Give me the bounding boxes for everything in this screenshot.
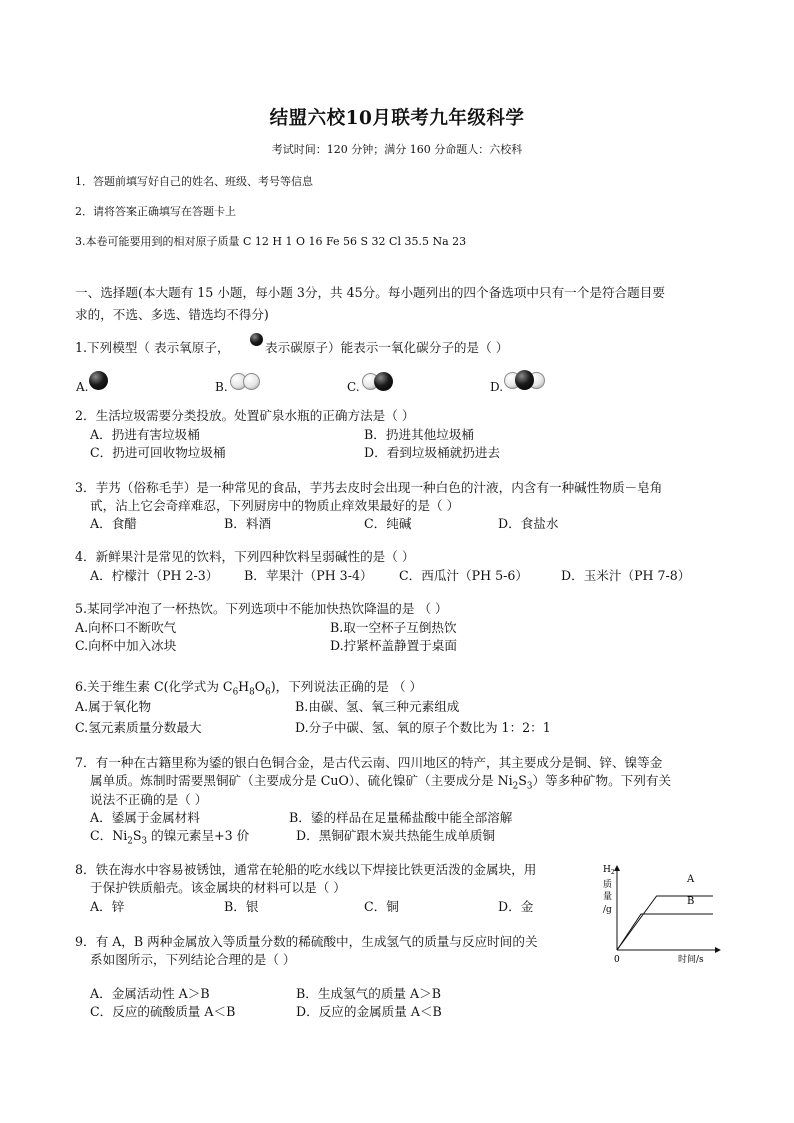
note-2: 2．请将答案正确填写在答题卡上 <box>75 205 236 218</box>
carbon-atom-legend-icon <box>250 333 263 346</box>
q7-option-d: D．黑铜矿跟木炭共热能生成单质铜 <box>296 828 496 843</box>
graph-ylabel-h: $H_2$ <box>603 865 615 876</box>
section-heading-line2: 求的，不选、多选、错选均不得分) <box>75 307 269 322</box>
graph-origin-label: 0 <box>614 955 620 965</box>
series-b-label: B <box>687 896 695 907</box>
q6-option-a: A.属于氧化物 <box>75 699 152 714</box>
q3-option-d: D．食盐水 <box>498 516 559 531</box>
h2-mass-time-graph <box>598 858 724 974</box>
q4-option-c: C．西瓜汁（PH 5-6） <box>399 568 528 583</box>
q1-stem-a: 1.下列模型（ 表示氧原子， <box>75 340 230 355</box>
q5-option-c: C.向杯中加入冰块 <box>75 638 177 653</box>
graph-ylabel-line2: 量 <box>603 892 613 902</box>
q3-option-a: A．食醋 <box>90 516 137 531</box>
q9-option-c: C．反应的硫酸质量 A＜B <box>90 1004 236 1019</box>
q8-line2: 于保护铁质船壳。该金属块的材料可以是（ ） <box>90 880 346 895</box>
q4-option-a: A．柠檬汁（PH 2-3） <box>90 568 219 583</box>
q5-option-a: A.向杯口不断吹气 <box>75 620 177 635</box>
q9-line1: 9．有 A，B 两种金属放入等质量分数的稀硫酸中，生成氢气的质量与反应时间的关 <box>75 934 538 949</box>
q8-line1: 8．铁在海水中容易被锈蚀，通常在轮船的吃水线以下焊接比铁更活泼的金属块，用 <box>75 862 537 877</box>
q5-option-b: B.取一空杯子互倒热饮 <box>330 620 457 635</box>
series-b-line <box>617 914 713 950</box>
q5-option-d: D.拧紧杯盖静置于桌面 <box>330 638 457 653</box>
q2-option-b: B．扔进其他垃圾桶 <box>364 427 475 442</box>
graph-xlabel: 时间/s <box>678 955 704 965</box>
q7-option-c: C．$Ni_2S_3$ 的镍元素呈+3 价 <box>90 828 250 847</box>
q6-stem: 6.关于维生素 C(化学式为 $C_6H_8O_6$)，下列说法正确的是 （ ） <box>75 679 423 698</box>
graph-ylabel-line1: 质 <box>603 880 613 890</box>
q3-line2: 甙，沾上它会奇痒难忍，下列厨房中的物质止痒效果最好的是（ ） <box>90 498 460 513</box>
q9-option-a: A．金属活动性 A＞B <box>90 986 210 1001</box>
q7-line2: 属单质。炼制时需要黑铜矿（主要成分是 CuO）、硫化镍矿（主要成分是 $Ni_2S_3$）等多种矿物。下列有关 <box>90 773 672 792</box>
q3-option-c: C．纯碱 <box>364 516 412 531</box>
q1-option-c-label: C. <box>347 380 360 394</box>
series-a-line <box>617 896 713 950</box>
q9-option-b: B．生成氢气的质量 A＞B <box>296 986 441 1001</box>
q7-option-a: A．鋈属于金属材料 <box>90 810 200 825</box>
note-1: 1．答题前填写好自己的姓名、班级、考号等信息 <box>75 175 313 188</box>
q1-option-d-label: D. <box>490 380 504 394</box>
q8-option-a: A．锌 <box>90 899 125 914</box>
q2-option-d: D．看到垃圾桶就扔进去 <box>364 445 501 460</box>
model-b-oxygen-atom-2-icon <box>243 373 260 390</box>
q4-stem: 4．新鲜果汁是常见的饮料，下列四种饮料呈弱碱性的是（ ） <box>75 549 415 564</box>
q6-option-b: B.由碳、氢、氧三种元素组成 <box>295 699 460 714</box>
q6-option-d: D.分子中碳、氢、氧的原子个数比为 1：2：1 <box>295 720 551 735</box>
q7-line1: 7．有一种在古籍里称为鋈的银白色铜合金，是古代云南、四川地区的特产，其主要成分是铜、锌、镍等金 <box>75 755 663 770</box>
exam-subtitle: 考试时间：120 分钟；满分 160 分命题人：六校科 <box>271 143 523 156</box>
q9-option-d: D．反应的金属质量 A＜B <box>296 1004 442 1019</box>
q2-option-a: A．扔进有害垃圾桶 <box>90 427 200 442</box>
q5-stem: 5.某同学冲泡了一杯热饮。下列选项中不能加快热饮降温的是 （ ） <box>75 601 448 616</box>
exam-title: 结盟六校10月联考九年级科学 <box>269 108 525 129</box>
section-heading-line1: 一、选择题(本大题有 15 小题，每小题 3分，共 45分。每小题列出的四个备选项中只有一个是符合题目要 <box>75 285 665 300</box>
q4-option-b: B．苹果汁（PH 3-4） <box>244 568 373 583</box>
q3-line1: 3．芋艿（俗称毛芋）是一种常见的食品，芋艿去皮时会出现一种白色的汁液，内含有一种碱性物质－皂角 <box>75 480 663 495</box>
q8-option-c: C．铜 <box>364 899 399 914</box>
q7-option-b: B．鋈的样品在足量稀盐酸中能全部溶解 <box>289 810 513 825</box>
q2-option-c: C．扔进可回收物垃圾桶 <box>90 445 226 460</box>
graph-ylabel-line3: /g <box>603 905 612 915</box>
q7-line3: 说法不正确的是（ ） <box>90 792 208 807</box>
series-a-label: A <box>687 874 695 885</box>
model-c-carbon-atom-icon <box>374 372 393 391</box>
q9-line2: 系如图所示，下列结论合理的是（ ） <box>90 952 296 967</box>
q4-option-d: D．玉米汁（PH 7-8） <box>561 568 691 583</box>
q1-option-a-label: A. <box>76 380 89 394</box>
q8-option-d: D．金 <box>498 899 534 914</box>
note-3: 3.本卷可能要用到的相对原子质量 C 12 H 1 O 16 Fe 56 S 32 Cl 35.5 Na 23 <box>75 235 467 248</box>
q6-option-c: C.氢元素质量分数最大 <box>75 720 202 735</box>
q3-option-b: B．料酒 <box>224 516 272 531</box>
q1-stem-b: 表示碳原子）能表示一氧化碳分子的是（ ） <box>265 340 509 355</box>
model-d-carbon-atom-icon <box>515 370 534 390</box>
q2-stem: 2．生活垃圾需要分类投放。处置矿泉水瓶的正确方法是（ ） <box>75 408 415 423</box>
model-a-single-carbon-icon <box>89 371 108 390</box>
q8-option-b: B．银 <box>224 899 259 914</box>
q1-option-b-label: B. <box>215 380 228 394</box>
